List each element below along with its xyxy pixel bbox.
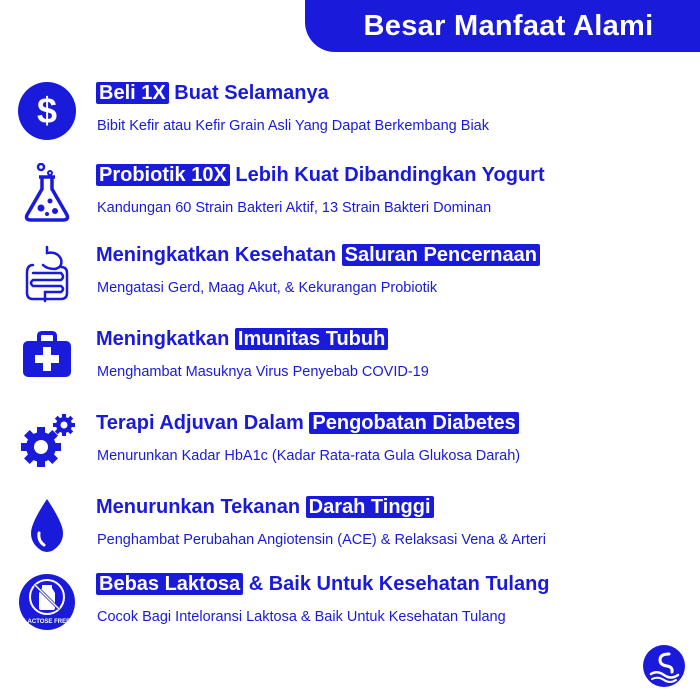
benefit-title: Bebas Laktosa & Baik Untuk Kesehatan Tulang xyxy=(96,571,550,597)
benefit-title: Terapi Adjuvan Dalam Pengobatan Diabetes xyxy=(96,410,519,436)
benefit-description: Mengatasi Gerd, Maag Akut, & Kekurangan Probiotik xyxy=(97,280,438,296)
benefit-highlight: Imunitas Tubuh xyxy=(235,328,388,350)
brand-logo-icon xyxy=(642,644,686,688)
benefit-highlight: Beli 1X xyxy=(96,82,169,104)
lactose-free-label: LACTOSE FREE xyxy=(23,619,71,625)
benefit-title: Beli 1X Buat Selamanya xyxy=(96,80,329,106)
benefit-description: Bibit Kefir atau Kefir Grain Asli Yang Dapat Berkembang Biak xyxy=(97,118,489,134)
dollar-icon xyxy=(14,78,80,144)
svg-text:$: $ xyxy=(36,90,58,131)
benefit-description: Kandungan 60 Strain Bakteri Aktif, 13 Strain Bakteri Dominan xyxy=(97,200,492,216)
benefit-title: Meningkatkan Imunitas Tubuh xyxy=(96,326,388,352)
benefit-description: Penghambat Perubahan Angiotensin (ACE) & Relaksasi Vena & Arteri xyxy=(97,532,546,548)
benefit-highlight: Bebas Laktosa xyxy=(96,573,243,595)
benefit-item xyxy=(0,240,700,310)
benefit-description: Menurunkan Kadar HbA1c (Kadar Rata-rata Gula Glukosa Darah) xyxy=(97,448,521,464)
header-banner xyxy=(305,0,700,52)
benefit-title: Probiotik 10X Lebih Kuat Dibandingkan Yogurt xyxy=(96,162,545,188)
benefit-item xyxy=(0,492,700,562)
blood-drop-icon xyxy=(14,492,80,558)
benefit-item xyxy=(0,408,700,478)
benefit-highlight: Darah Tinggi xyxy=(306,496,434,518)
benefit-description: Cocok Bagi Inteloransi Laktosa & Baik Untuk Kesehatan Tulang xyxy=(97,609,506,625)
benefit-description: Menghambat Masuknya Virus Penyebab COVID-19 xyxy=(97,364,429,380)
intestine-icon xyxy=(14,240,80,306)
benefit-title: Meningkatkan Kesehatan Saluran Pencernaan xyxy=(96,242,540,268)
benefit-highlight: Saluran Pencernaan xyxy=(342,244,540,266)
benefit-item xyxy=(0,160,700,230)
benefit-highlight: Probiotik 10X xyxy=(96,164,230,186)
benefit-highlight: Pengobatan Diabetes xyxy=(309,412,518,434)
page-title: Besar Manfaat Alami xyxy=(363,9,654,42)
gears-icon xyxy=(14,408,80,474)
flask-icon xyxy=(14,160,80,226)
benefit-title: Menurunkan Tekanan Darah Tinggi xyxy=(96,494,434,520)
lactose-free-icon xyxy=(14,569,80,635)
benefit-item xyxy=(0,324,700,394)
benefit-item xyxy=(0,78,700,148)
medical-kit-icon xyxy=(14,324,80,390)
benefit-item xyxy=(0,569,700,639)
